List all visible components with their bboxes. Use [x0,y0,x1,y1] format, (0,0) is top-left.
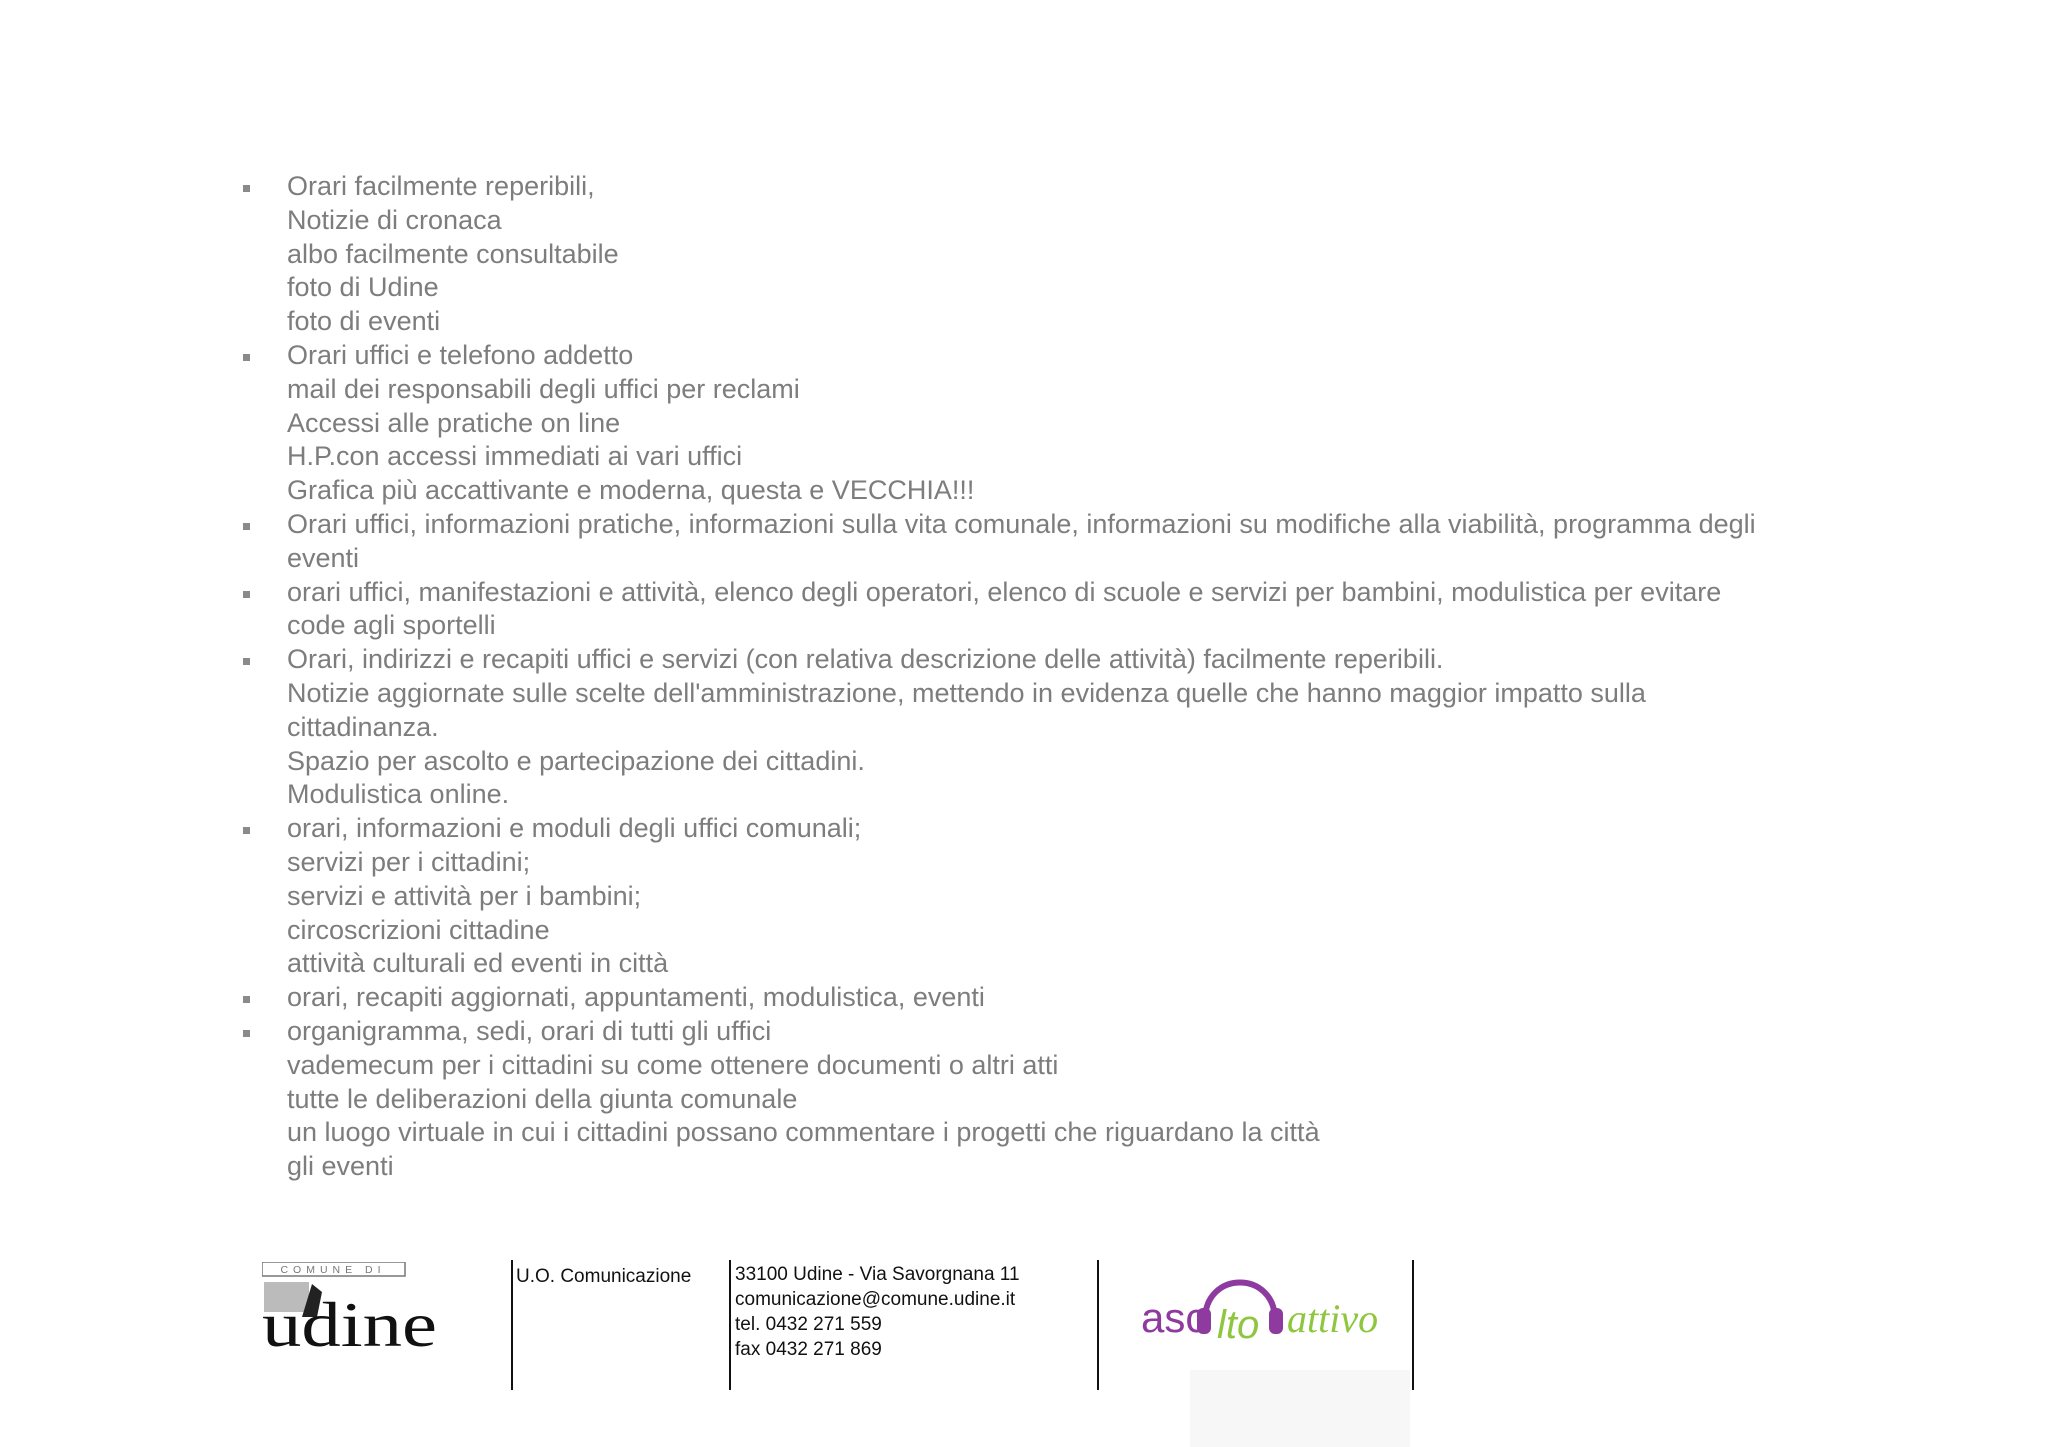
ascolto-attivo-logo [1125,1260,1405,1360]
list-item-line: foto di eventi [287,306,441,337]
list-item-line: albo facilmente consultabile [287,238,619,269]
list-item-line: Orari, indirizzi e recapiti uffici e servizi (con relativa descrizione delle attività) facilmente reperibili. [287,644,1444,675]
list-item [240,1015,1940,1184]
list-item-line: gli eventi [287,1151,394,1182]
list-item-line: orari uffici, manifestazioni e attività, elenco degli operatori, elenco di scuole e servizi per bambini, modulistica per evitare [287,576,1722,607]
logo-text-attivo: attivo [1287,1296,1379,1341]
divider [511,1260,513,1390]
list-item-line: servizi per i cittadini; [287,846,531,877]
divider [729,1260,731,1390]
list-item-line: Notizie di cronaca [287,204,502,235]
divider [1412,1260,1414,1390]
logo-top-text: COMUNE DI [280,1264,386,1276]
list-item [240,576,1940,644]
list-item-line: circoscrizioni cittadine [287,914,550,945]
divider [1097,1260,1099,1390]
list-item-line: mail dei responsabili degli uffici per reclami [287,373,800,404]
list-item-line: tutte le deliberazioni della giunta comunale [287,1083,798,1114]
email: comunicazione@comune.udine.it [735,1289,1016,1310]
list-item-line: Modulistica online. [287,779,510,810]
logo-text-lto: lto [1217,1303,1260,1347]
page-footer [0,1260,2048,1410]
list-item-line: Orari uffici e telefono addetto [287,339,634,370]
list-item-line: Grafica più accattivante e moderna, questa e VECCHIA!!! [287,475,975,506]
list-item [240,981,1940,1015]
bullet-icon [243,354,250,361]
bullet-icon [243,827,250,834]
address: 33100 Udine - Via Savorgnana 11 [735,1264,1020,1285]
list-item-line: servizi e attività per i bambini; [287,880,642,911]
feedback-list [240,170,1940,1184]
logo-main-text: udine [262,1289,437,1352]
list-item [240,508,1940,576]
list-item-line: H.P.con accessi immediati ai vari uffici [287,441,743,472]
department-name: U.O. Comunicazione [516,1266,692,1287]
bullet-icon [243,185,250,192]
fax: fax 0432 271 869 [735,1339,882,1360]
list-item-line: orari, recapiti aggiornati, appuntamenti, modulistica, eventi [287,982,985,1013]
logo-text-asc: asc [1141,1294,1207,1341]
bullet-icon [243,1030,250,1037]
list-item-line: attività culturali ed eventi in città [287,948,669,979]
list-item [240,812,1940,981]
list-item-line: Orari facilmente reperibili, [287,171,595,201]
bullet-icon [243,523,250,530]
bullet-icon [243,996,250,1003]
bullet-icon [243,658,250,665]
list-item-line: Orari uffici, informazioni pratiche, informazioni sulla vita comunale, informazioni su modifiche alla viabilità, programma degli [287,508,1756,539]
list-item-line: eventi [287,542,360,573]
list-item-line: orari, informazioni e moduli degli uffici comunali; [287,813,862,844]
list-item-line: code agli sportelli [287,610,496,641]
list-item-line: cittadinanza. [287,711,439,742]
list-item-line: Spazio per ascolto e partecipazione dei cittadini. [287,745,865,776]
background-tint [1190,1370,1410,1447]
comune-di-udine-logo [262,1262,442,1352]
list-item-line: organigramma, sedi, orari di tutti gli uffici [287,1015,772,1046]
list-item-line: foto di Udine [287,272,439,303]
list-item-line: Notizie aggiornate sulle scelte dell'amministrazione, mettendo in evidenza quelle che hanno maggior impatto sulla [287,677,1646,708]
list-item [240,643,1940,812]
telephone: tel. 0432 271 559 [735,1314,882,1335]
list-item-line: Accessi alle pratiche on line [287,407,621,438]
list-item [240,170,1940,339]
list-item-line: vademecum per i cittadini su come ottenere documenti o altri atti [287,1049,1059,1080]
bullet-icon [243,591,250,598]
list-item-line: un luogo virtuale in cui i cittadini possano commentare i progetti che riguardano la città [287,1117,1320,1148]
list-item [240,339,1940,508]
contact-info [735,1262,1020,1362]
